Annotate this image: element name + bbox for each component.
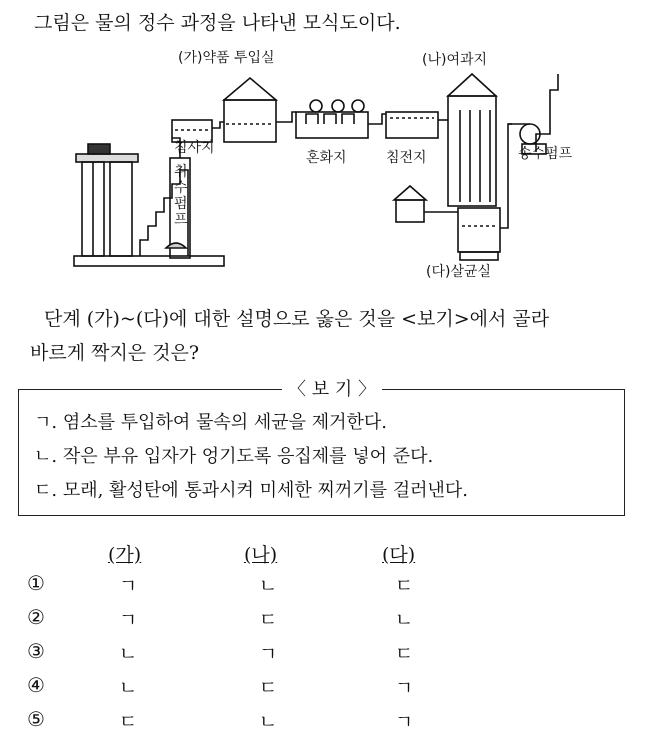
choice-ga: ㄴ	[118, 677, 138, 699]
label-chwisu-2: 수	[174, 180, 188, 196]
prompt-line-2: 바르게 짝지은 것은?	[30, 342, 200, 364]
choice-da: ㄱ	[394, 711, 414, 733]
answer-header-na: (나)	[244, 544, 278, 566]
label-honhwa: 혼화지	[306, 150, 347, 166]
label-chwisu-3: 펌	[174, 196, 188, 212]
choice-ga: ㄱ	[118, 609, 138, 631]
answer-header-da: (다)	[382, 544, 416, 566]
choice-da: ㄴ	[394, 609, 414, 631]
label-chwisu-1: 취	[174, 164, 188, 180]
choice-da: ㄷ	[394, 575, 414, 597]
choice-na: ㄴ	[258, 575, 278, 597]
label-songsu: 송수펌프	[518, 146, 573, 162]
choice-na: ㄱ	[258, 643, 278, 665]
choice-number[interactable]: ⑤	[27, 707, 45, 731]
choice-number[interactable]: ④	[27, 673, 45, 697]
label-chwisu-4: 프	[174, 212, 188, 228]
choice-ga: ㄴ	[118, 643, 138, 665]
answer-header-ga: (가)	[108, 544, 142, 566]
question-text: 그림은 물의 정수 과정을 나타낸 모식도이다.	[34, 12, 401, 34]
bogi-item-giyeok: ㄱ. 염소를 투입하여 물속의 세균을 제거한다.	[34, 412, 388, 433]
choice-da: ㄷ	[394, 643, 414, 665]
choice-number[interactable]: ①	[27, 571, 45, 595]
label-na: (나)여과지	[422, 52, 488, 68]
water-purification-diagram	[60, 50, 580, 282]
bogi-title: 〈 보 기 〉	[282, 375, 382, 401]
label-chimjeon: 침전지	[386, 150, 427, 166]
choice-number[interactable]: ③	[27, 639, 45, 663]
bogi-title-text: 보 기	[311, 379, 353, 400]
choice-ga: ㄷ	[118, 711, 138, 733]
label-ga: (가)약품 투입실	[178, 50, 275, 66]
prompt-line-1: 단계 (가)~(다)에 대한 설명으로 옳은 것을 <보기>에서 골라	[44, 308, 550, 330]
label-da: (다)살균실	[426, 264, 492, 280]
bogi-item-digeut: ㄷ. 모래, 활성탄에 통과시켜 미세한 찌꺼기를 걸러낸다.	[34, 480, 469, 501]
bogi-item-nieun: ㄴ. 작은 부유 입자가 엉기도록 응집제를 넣어 준다.	[34, 446, 434, 467]
choice-number[interactable]: ②	[27, 605, 45, 629]
choice-na: ㄴ	[258, 711, 278, 733]
choice-da: ㄱ	[394, 677, 414, 699]
choice-na: ㄷ	[258, 677, 278, 699]
choice-ga: ㄱ	[118, 575, 138, 597]
choice-na: ㄷ	[258, 609, 278, 631]
label-chimsa: 침사지	[174, 140, 215, 156]
